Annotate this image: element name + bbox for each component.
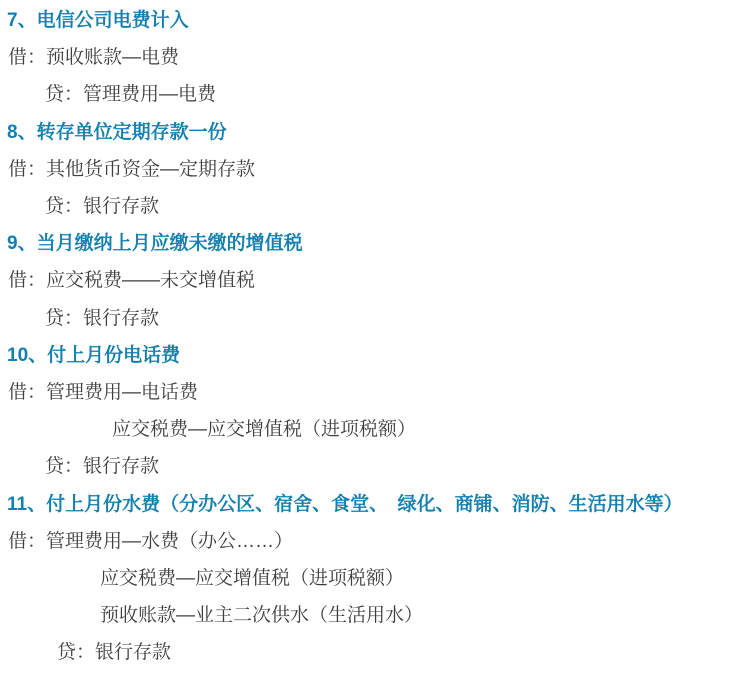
entry-11-sub-line-water: 预收账款—业主二次供水（生活用水）	[100, 605, 424, 627]
entry-9-credit-line: 贷：银行存款	[45, 307, 160, 329]
entry-10-credit-line: 贷：银行存款	[45, 456, 160, 478]
entry-9-debit-line: 借：应交税费——未交增值税	[8, 270, 256, 292]
entry-8-heading: 8、转存单位定期存款一份	[7, 121, 227, 143]
entry-8-debit-line: 借：其他货币资金—定期存款	[8, 158, 256, 180]
entry-8-credit-line: 贷：银行存款	[45, 196, 160, 218]
entry-7-heading: 7、电信公司电费计入	[7, 10, 189, 32]
entry-10-sub-line: 应交税费—应交增值税（进项税额）	[112, 419, 417, 441]
entry-11-heading: 11、付上月份水费（分办公区、宿舍、食堂、 绿化、商铺、消防、生活用水等）	[7, 493, 683, 515]
entry-10-debit-line: 借：管理费用—电话费	[8, 381, 199, 403]
entry-7-debit-line: 借：预收账款—电费	[8, 47, 180, 69]
entry-11-debit-line: 借：管理费用—水费（办公……）	[8, 530, 294, 552]
entry-9-heading: 9、当月缴纳上月应缴未缴的增值税	[7, 233, 303, 255]
entry-11-sub-line-tax: 应交税费—应交增值税（进项税额）	[100, 567, 405, 589]
entry-11-credit-line: 贷：银行存款	[57, 642, 172, 664]
entry-10-heading: 10、付上月份电话费	[7, 344, 181, 366]
entry-7-credit-line: 贷：管理费用—电费	[45, 84, 217, 106]
